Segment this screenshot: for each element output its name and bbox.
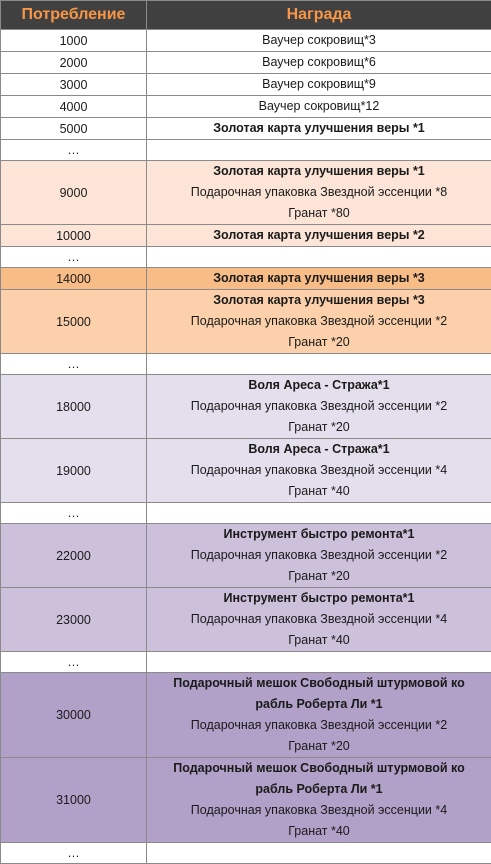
reward-cell [147,375,491,439]
reward-line: Подарочная упаковка Звездной эссенции *2 [147,311,491,332]
reward-line: Ваучер сокровищ*3 [147,30,491,51]
reward-line-main: Золотая карта улучшения веры *2 [147,225,491,246]
reward-line-main: Золотая карта улучшения веры *1 [147,161,491,182]
empty-cell [147,247,491,268]
table-row [1,524,491,588]
reward-line: Гранат *20 [147,332,491,353]
reward-cell [147,52,491,74]
reward-line: Гранат *40 [147,630,491,651]
header-reward: Награда [147,1,491,30]
reward-line-main: Золотая карта улучшения веры *3 [147,268,491,289]
table-row [1,52,491,74]
ellipsis-row [1,652,491,673]
reward-cell [147,290,491,354]
empty-cell [147,843,491,864]
empty-cell [147,140,491,161]
consumption-cell: 5000 [1,118,147,140]
consumption-cell: 2000 [1,52,147,74]
reward-line-main: Воля Ареса - Стража*1 [147,375,491,396]
consumption-cell: 22000 [1,524,147,588]
reward-line: Ваучер сокровищ*6 [147,52,491,73]
reward-cell [147,161,491,225]
consumption-cell: 10000 [1,225,147,247]
consumption-cell: 31000 [1,758,147,843]
table-row [1,161,491,225]
table-row [1,758,491,843]
ellipsis-cell: … [1,652,147,673]
table-row [1,96,491,118]
reward-cell [147,30,491,52]
table-row [1,375,491,439]
reward-line: Гранат *40 [147,821,491,842]
consumption-cell: 15000 [1,290,147,354]
ellipsis-row [1,140,491,161]
reward-cell [147,268,491,290]
header-row [1,1,491,30]
reward-cell [147,225,491,247]
reward-cell [147,758,491,843]
consumption-cell: 18000 [1,375,147,439]
reward-line: Гранат *20 [147,417,491,438]
consumption-cell: 23000 [1,588,147,652]
empty-cell [147,503,491,524]
reward-line-main: Подарочный мешок Свободный штурмовой ко [147,758,491,779]
reward-cell [147,673,491,758]
reward-line: Гранат *80 [147,203,491,224]
reward-line: Подарочная упаковка Звездной эссенции *2 [147,545,491,566]
reward-line-main: Золотая карта улучшения веры *3 [147,290,491,311]
ellipsis-row [1,247,491,268]
table-row [1,30,491,52]
ellipsis-row [1,503,491,524]
consumption-cell: 4000 [1,96,147,118]
reward-line: Подарочная упаковка Звездной эссенции *4 [147,460,491,481]
ellipsis-cell: … [1,354,147,375]
reward-line: Гранат *20 [147,566,491,587]
reward-line-main: Инструмент быстро ремонта*1 [147,524,491,545]
reward-line-main-cont: рабль Роберта Ли *1 [147,779,491,800]
reward-line-main: Инструмент быстро ремонта*1 [147,588,491,609]
reward-line: Подарочная упаковка Звездной эссенции *2 [147,715,491,736]
consumption-cell: 30000 [1,673,147,758]
ellipsis-row [1,354,491,375]
ellipsis-row [1,843,491,864]
ellipsis-cell: … [1,503,147,524]
reward-cell [147,439,491,503]
reward-cell [147,118,491,140]
consumption-cell: 14000 [1,268,147,290]
table-row [1,74,491,96]
reward-cell [147,74,491,96]
reward-line-main: Золотая карта улучшения веры *1 [147,118,491,139]
reward-line: Подарочная упаковка Звездной эссенции *4 [147,609,491,630]
reward-cell [147,524,491,588]
reward-line: Подарочная упаковка Звездной эссенции *2 [147,396,491,417]
ellipsis-cell: … [1,247,147,268]
table-row [1,588,491,652]
reward-line: Ваучер сокровищ*9 [147,74,491,95]
reward-line-main: Воля Ареса - Стража*1 [147,439,491,460]
reward-cell [147,588,491,652]
reward-line-main-cont: рабль Роберта Ли *1 [147,694,491,715]
reward-line: Ваучер сокровищ*12 [147,96,491,117]
consumption-cell: 3000 [1,74,147,96]
reward-line: Подарочная упаковка Звездной эссенции *8 [147,182,491,203]
empty-cell [147,652,491,673]
reward-line: Гранат *20 [147,736,491,757]
reward-line-main: Подарочный мешок Свободный штурмовой ко [147,673,491,694]
table-row [1,268,491,290]
reward-line: Подарочная упаковка Звездной эссенции *4 [147,800,491,821]
ellipsis-cell: … [1,140,147,161]
table-row [1,290,491,354]
table-row [1,118,491,140]
table-row [1,439,491,503]
consumption-cell: 9000 [1,161,147,225]
table-row [1,673,491,758]
reward-line: Гранат *40 [147,481,491,502]
ellipsis-cell: … [1,843,147,864]
header-consumption: Потребление [1,1,147,30]
table-row [1,225,491,247]
consumption-cell: 1000 [1,30,147,52]
empty-cell [147,354,491,375]
reward-cell [147,96,491,118]
consumption-cell: 19000 [1,439,147,503]
